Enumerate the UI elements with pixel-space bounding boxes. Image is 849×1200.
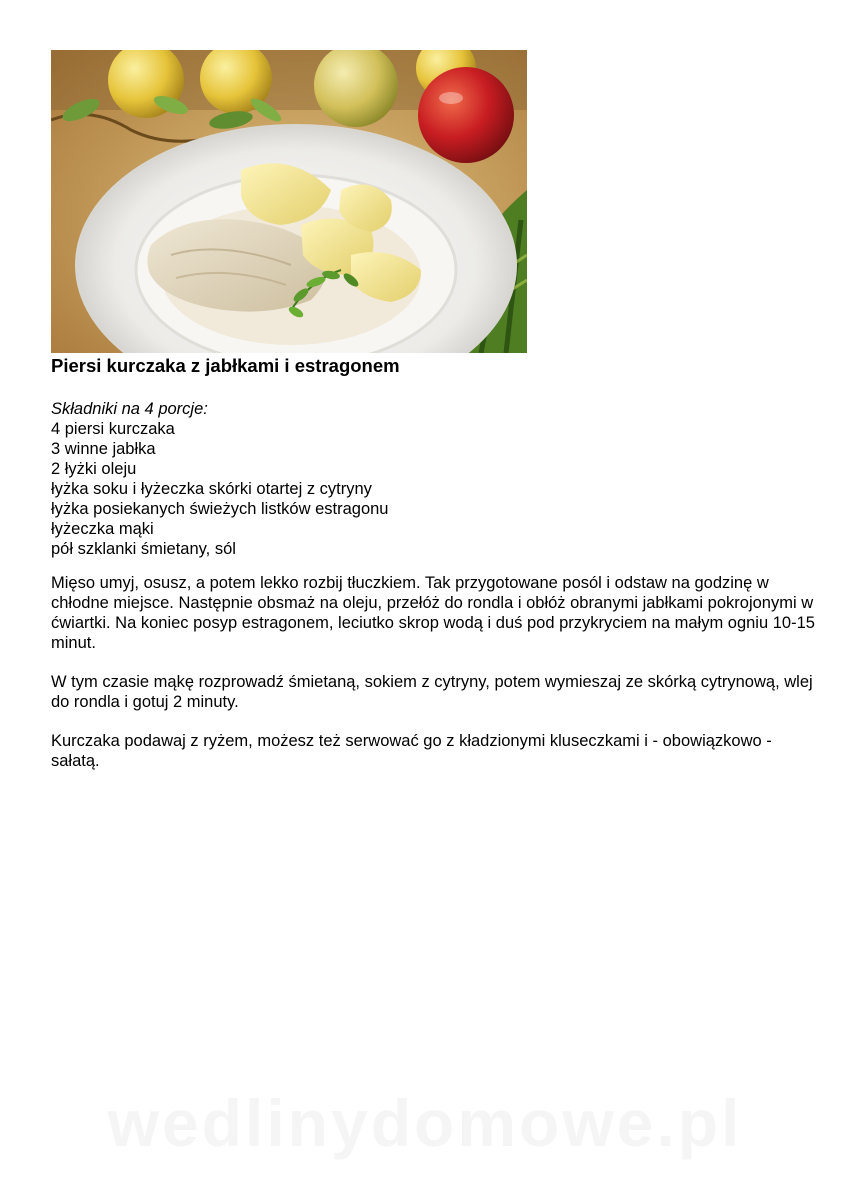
step-paragraph: Kurczaka podawaj z ryżem, możesz też serwować go z kładzionymi kluseczkami i - obowiązkowo - sałatą. bbox=[51, 732, 772, 770]
step-paragraph: W tym czasie mąkę rozprowadź śmietaną, sokiem z cytryny, potem wymieszaj ze skórką cytrynową, wlej do rondla i gotuj 2 minuty. bbox=[51, 673, 813, 711]
preparation-steps bbox=[51, 573, 821, 790]
ingredient-item: łyżka posiekanych świeżych listków estragonu bbox=[51, 500, 389, 518]
ingredients-list bbox=[51, 399, 389, 559]
red-apple bbox=[418, 67, 514, 163]
dish-photo bbox=[51, 50, 527, 353]
ingredient-item: pół szklanki śmietany, sól bbox=[51, 540, 236, 558]
ingredient-item: łyżka soku i łyżeczka skórki otartej z cytryny bbox=[51, 480, 372, 498]
ingredient-item: łyżeczka mąki bbox=[51, 520, 154, 538]
ingredient-item: 4 piersi kurczaka bbox=[51, 420, 175, 438]
step-paragraph: Mięso umyj, osusz, a potem lekko rozbij tłuczkiem. Tak przygotowane posól i odstaw na godzinę w chłodne miejsce. Następnie obsmaż na oleju, przełóż do rondla i obłóż obranymi jabłkami pokrojonymi w ćwiartki. Na koniec posyp estragonem, leciutko skrop wodą i duś pod przykryciem na małym ogniu 10-15 minut. bbox=[51, 574, 815, 652]
ingredient-item: 3 winne jabłka bbox=[51, 440, 156, 458]
watermark: wedlinydomowe.pl bbox=[107, 1086, 743, 1160]
ingredients-heading: Składniki na 4 porcje: bbox=[51, 400, 208, 418]
recipe-title: Piersi kurczaka z jabłkami i estragonem bbox=[51, 355, 400, 376]
ingredient-item: 2 łyżki oleju bbox=[51, 460, 137, 478]
